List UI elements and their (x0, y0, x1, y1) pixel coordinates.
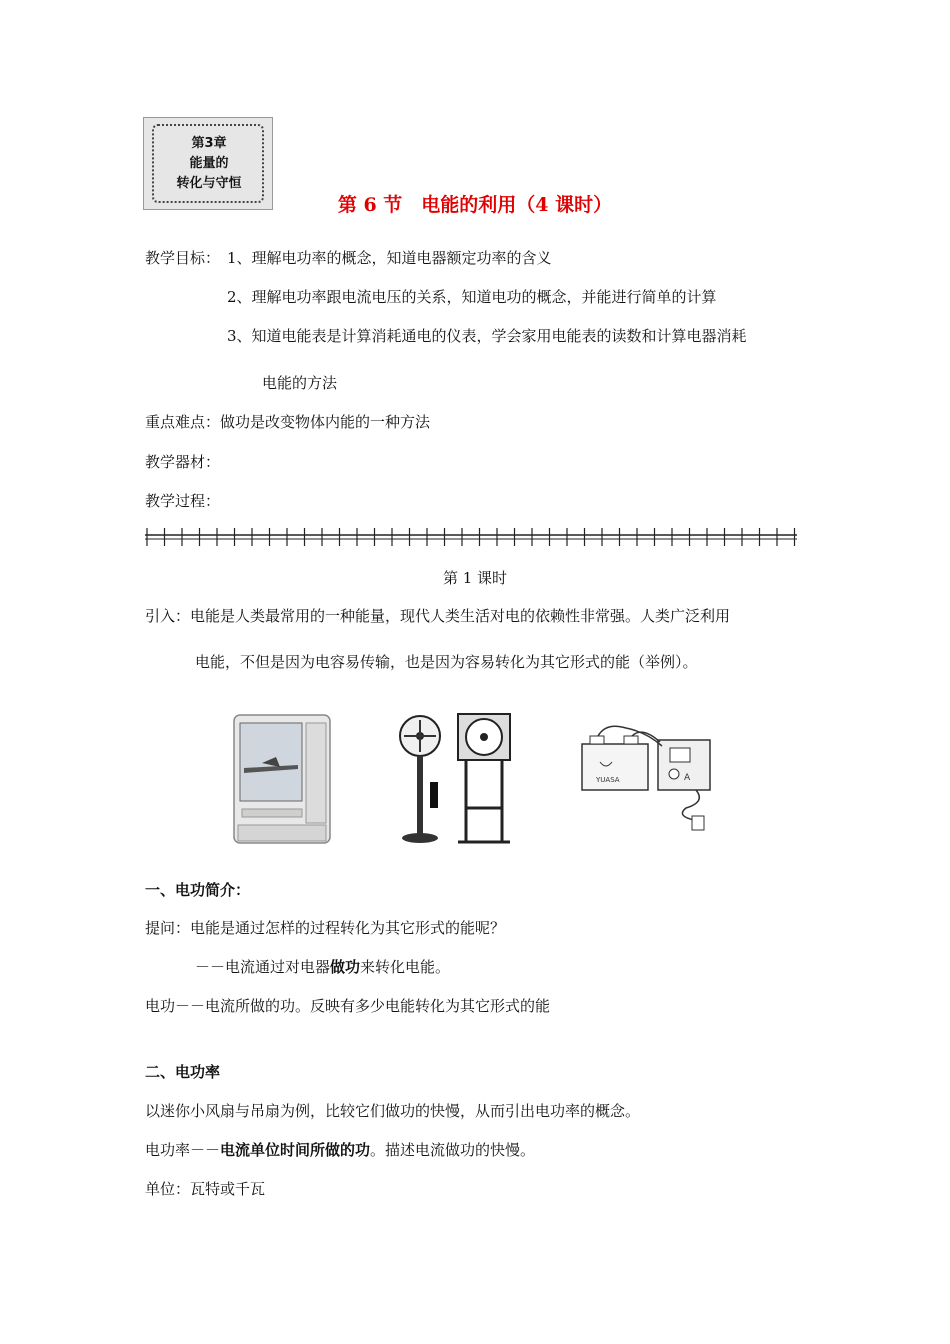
def-bold: 电流单位时间所做的功 (220, 1141, 371, 1159)
separator-ruler (145, 524, 797, 548)
objective-1: 1、理解电功率的概念，知道电器额定功率的含义 (227, 249, 552, 267)
def-suffix: 。描述电流做功的快慢。 (370, 1141, 536, 1159)
page-title: 第 6 节 电能的利用（4 课时） (337, 194, 613, 216)
section2-heading: 二、电功率 (145, 1063, 221, 1081)
section1-answer (195, 957, 450, 977)
badge-line-1: 第3章 (191, 136, 227, 151)
meter-letter: A (684, 773, 691, 783)
answer-bold: 做功 (330, 958, 361, 976)
answer-prefix: －－电流通过对电器 (195, 958, 331, 976)
objective-3: 3、知道电能表是计算消耗通电的仪表，学会家用电能表的读数和计算电器消耗 (227, 327, 747, 345)
fans-image (396, 710, 514, 846)
section1-question: 提问：电能是通过怎样的过程转化为其它形式的能呢？ (145, 919, 506, 937)
section2-line1: 以迷你小风扇与吊扇为例，比较它们做功的快慢，从而引出电功率的概念。 (145, 1102, 641, 1120)
badge-line-2: 能量的 (189, 156, 229, 171)
objectives-label: 教学目标： (145, 249, 221, 267)
intro-line-1: 引入：电能是人类最常用的一种能量，现代人类生活对电的依赖性非常强。人类广泛利用 (145, 607, 731, 625)
objective-2: 2、理解电功率跟电流电压的关系，知道电功的概念，并能进行简单的计算 (227, 288, 717, 306)
intro-line-2: 电能，不但是因为电容易传输，也是因为容易转化为其它形式的能（举例）。 (195, 653, 698, 671)
objective-3-cont: 电能的方法 (262, 374, 338, 392)
badge-line-3: 转化与守恒 (176, 176, 242, 191)
tv-image (232, 713, 332, 848)
battery-brand-label: YUASA (596, 776, 620, 784)
key-points: 重点难点：做功是改变物体内能的一种方法 (145, 413, 431, 431)
answer-suffix: 来转化电能。 (360, 958, 451, 976)
battery-charger-image (576, 722, 718, 834)
equipment: 教学器材： (145, 453, 221, 471)
section1-definition: 电功－－电流所做的功。反映有多少电能转化为其它形式的能 (145, 997, 551, 1015)
lesson-heading: 第 1 课时 (442, 569, 508, 587)
section2-definition (145, 1140, 535, 1160)
section1-heading: 一、电功简介： (145, 881, 251, 899)
process: 教学过程： (145, 492, 221, 510)
section2-unit: 单位：瓦特或千瓦 (145, 1180, 266, 1198)
def-prefix: 电功率－－ (145, 1141, 221, 1159)
